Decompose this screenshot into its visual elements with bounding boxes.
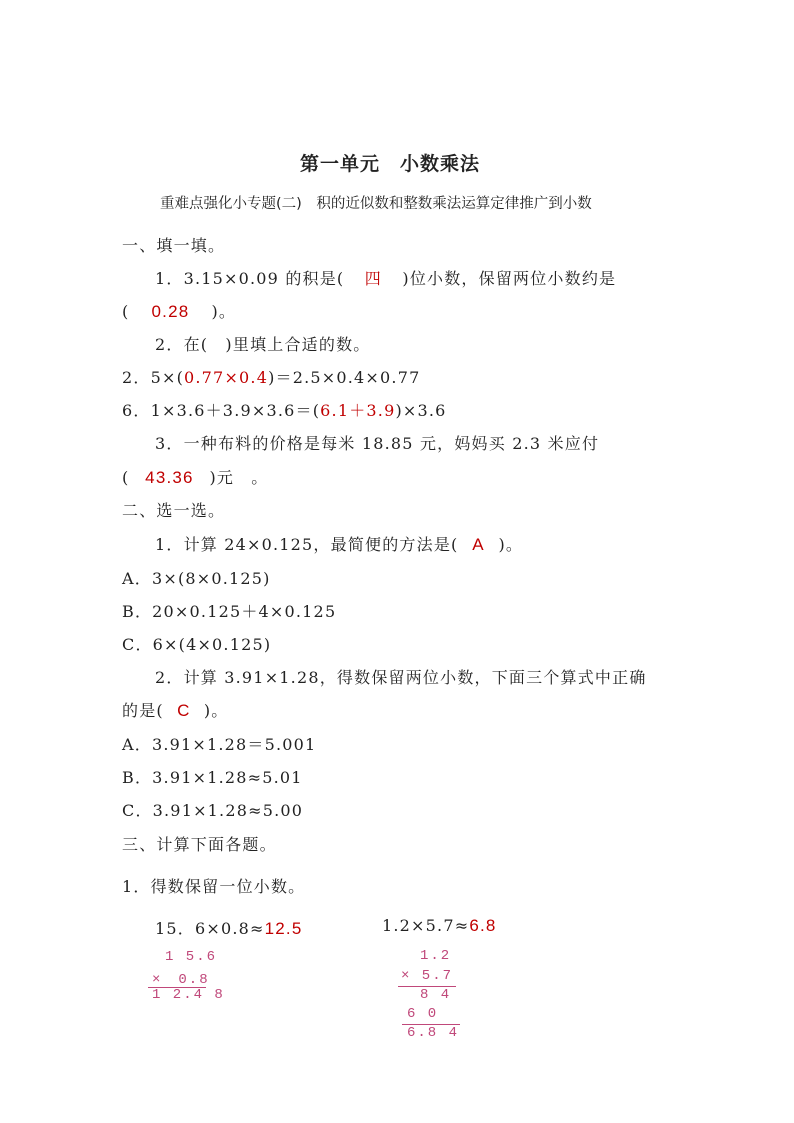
calc1-vertical-result: 1 2.4 8 <box>152 987 225 1003</box>
s1-q1-line1 <box>155 266 616 289</box>
s2-q2-option-c: C．3.91×1.28≈5.00 <box>122 801 304 820</box>
s1-q2-l2-answer: 6.1＋3.9 <box>320 401 396 420</box>
s1-q2-l1-post: )＝2.5×0.4×0.77 <box>268 368 421 387</box>
s1-q3-line1: 3．一种布料的价格是每米 18.85 元，妈妈买 2.3 米应付 <box>155 434 600 453</box>
calc2-expression <box>382 916 497 936</box>
calc1-expr: 15．6×0.8≈ <box>155 919 265 938</box>
calc1-vertical-multiplier: × 0.8 <box>152 972 210 988</box>
s2-q2-line1: 2．计算 3.91×1.28，得数保留两位小数，下面三个算式中正确 <box>155 668 647 687</box>
s1-q1-post: )位小数，保留两位小数约是 <box>402 269 617 288</box>
s1-q3-post2: )元 。 <box>209 468 269 487</box>
s1-q1-post2: )。 <box>211 302 237 321</box>
s1-q2-l2-pre: 6．1×3.6＋3.9×3.6＝( <box>122 401 321 420</box>
s1-q3-answer: 43.36 <box>145 468 194 487</box>
page-subtitle: 重难点强化小专题(二) 积的近似数和整数乘法运算定律推广到小数 <box>160 196 592 212</box>
calc2-vertical-result: 6.8 4 <box>407 1025 460 1041</box>
s1-q2-line2 <box>122 398 447 421</box>
s1-q2-line1 <box>122 365 420 388</box>
s1-q2-l2-post: )×3.6 <box>395 401 447 420</box>
calc1-expression <box>155 916 303 939</box>
calc2-expr: 1.2×5.7≈ <box>382 916 470 935</box>
s2-q2-answer: C <box>177 701 191 720</box>
s2-q2-option-a: A．3.91×1.28＝5.001 <box>122 735 317 754</box>
s2-q1-post: )。 <box>498 535 524 554</box>
s2-q1-line <box>155 532 523 555</box>
calc2-vertical-multiplicand: 1.2 <box>420 948 452 964</box>
s1-q3-line2 <box>122 465 269 488</box>
calc1-answer: 12.5 <box>264 919 303 938</box>
s1-q1-answer: 四 <box>364 269 382 288</box>
section-3-heading: 三、计算下面各题。 <box>122 835 277 854</box>
s1-q3-pre2: ( <box>122 468 130 487</box>
s2-q1-option-b: B．20×0.125＋4×0.125 <box>122 602 337 621</box>
calc2-vertical-multiplier: × 5.7 <box>401 968 454 984</box>
s1-q1-pre: 1．3.15×0.09 的积是( <box>155 269 345 288</box>
s2-q2-post2: )。 <box>203 701 229 720</box>
s2-q1-pre: 1．计算 24×0.125，最简便的方法是( <box>155 535 459 554</box>
s2-q1-option-a: A．3×(8×0.125) <box>122 569 271 588</box>
s1-q2-l1-answer: 0.77×0.4 <box>184 368 269 387</box>
section-2-heading: 二、选一选。 <box>122 501 226 520</box>
s2-q1-answer: A <box>472 535 485 554</box>
section-1-heading: 一、填一填。 <box>122 236 226 255</box>
calc2-vertical-partial-1: 8 4 <box>420 987 452 1003</box>
s1-q1-pre2: ( <box>122 302 130 321</box>
s2-q2-line2 <box>122 698 229 721</box>
s1-q1-line2 <box>122 299 236 322</box>
s1-q2-text: 2．在( )里填上合适的数。 <box>155 335 371 354</box>
s1-q1-answer2: 0.28 <box>151 302 190 321</box>
s2-q2-option-b: B．3.91×1.28≈5.01 <box>122 768 303 787</box>
page-title: 第一单元 小数乘法 <box>300 153 481 175</box>
calc1-vertical-multiplicand: 1 5.6 <box>165 949 218 965</box>
s3-q1-text: 1．得数保留一位小数。 <box>122 877 306 896</box>
calc2-vertical-partial-2: 6 0 <box>407 1006 439 1022</box>
s2-q1-option-c: C．6×(4×0.125) <box>122 635 272 654</box>
calc2-answer: 6.8 <box>469 916 497 935</box>
s1-q2-l1-pre: 2．5×( <box>122 368 185 387</box>
s2-q2-pre2: 的是( <box>122 701 164 720</box>
